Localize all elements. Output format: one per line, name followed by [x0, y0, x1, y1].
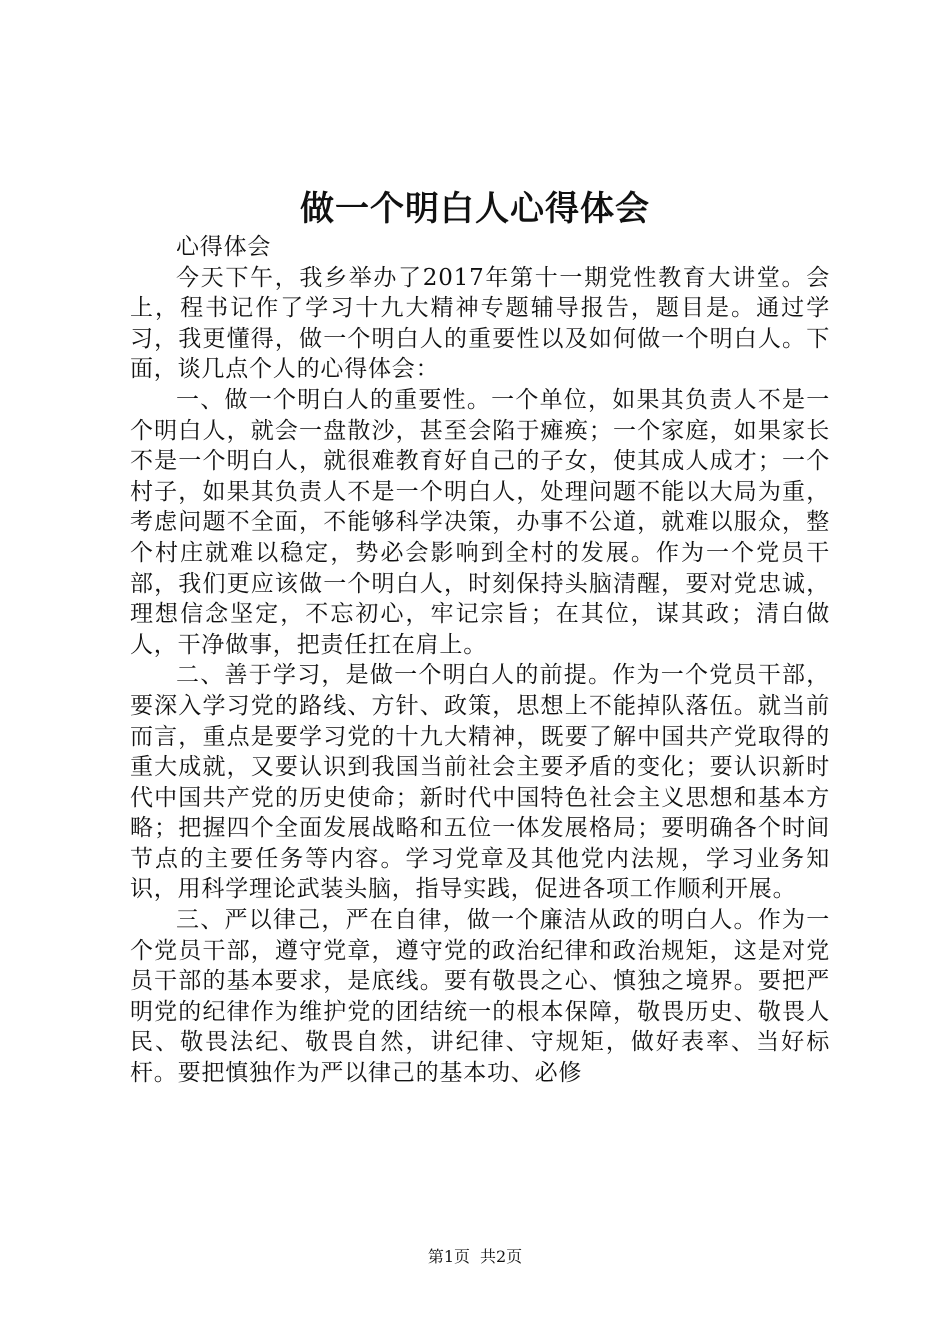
- paragraph-intro: 今天下午，我乡举办了2017年第十一期党性教育大讲堂。会上，程书记作了学习十九大精神专题辅导报告，题目是。通过学习，我更懂得，做一个明白人的重要性以及如何做一个明白人。下面，谈几点个人的心得体会：: [130, 264, 830, 383]
- page-number-total: 共2页: [480, 1247, 523, 1266]
- paragraph-point-2: 二、善于学习，是做一个明白人的前提。作为一个党员干部，要深入学习党的路线、方针、政策，思想上不能掉队落伍。就当前而言，重点是要学习党的十九大精神，既要了解中国共产党取得的重大成就，又要认识到我国当前社会主要矛盾的变化；要认识新时代中国共产党的历史使命；新时代中国特色社会主义思想和基本方略；把握四个全面发展战略和五位一体发展格局；要明确各个时间节点的主要任务等内容。学习党章及其他党内法规，学习业务知识，用科学理论武装头脑，指导实践，促进各项工作顺利开展。: [130, 662, 830, 903]
- page-number-current: 第1页: [427, 1247, 470, 1266]
- paragraph-point-3: 三、严以律己，严在自律，做一个廉洁从政的明白人。作为一个党员干部，遵守党章，遵守党的政治纪律和政治规矩，这是对党员干部的基本要求，是底线。要有敬畏之心、慎独之境界。要把严明党的纪律作为维护党的团结统一的根本保障，敬畏历史、敬畏人民、敬畏法纪、敬畏自然，讲纪律、守规矩，做好表率、当好标杆。要把慎独作为严以律己的基本功、必修: [130, 907, 830, 1087]
- document-title: 做一个明白人心得体会: [300, 189, 650, 229]
- document-body: [130, 232, 830, 1089]
- paragraph-heading: 心得体会: [176, 234, 272, 260]
- paragraph-point-1: 一、做一个明白人的重要性。一个单位，如果其负责人不是一个明白人，就会一盘散沙，甚至会陷于瘫痪；一个家庭，如果家长不是一个明白人，就很难教育好自己的子女，使其成人成才；一个村子，如果其负责人不是一个明白人，处理问题不能以大局为重，考虑问题不全面，不能够科学决策，办事不公道，就难以服众，整个村庄就难以稳定，势必会影响到全村的发展。作为一个党员干部，我们更应该做一个明白人，时刻保持头脑清醒，要对党忠诚，理想信念坚定，不忘初心，牢记宗旨；在其位，谋其政；清白做人，干净做事，把责任扛在肩上。: [130, 386, 830, 658]
- page-footer: [0, 1246, 950, 1268]
